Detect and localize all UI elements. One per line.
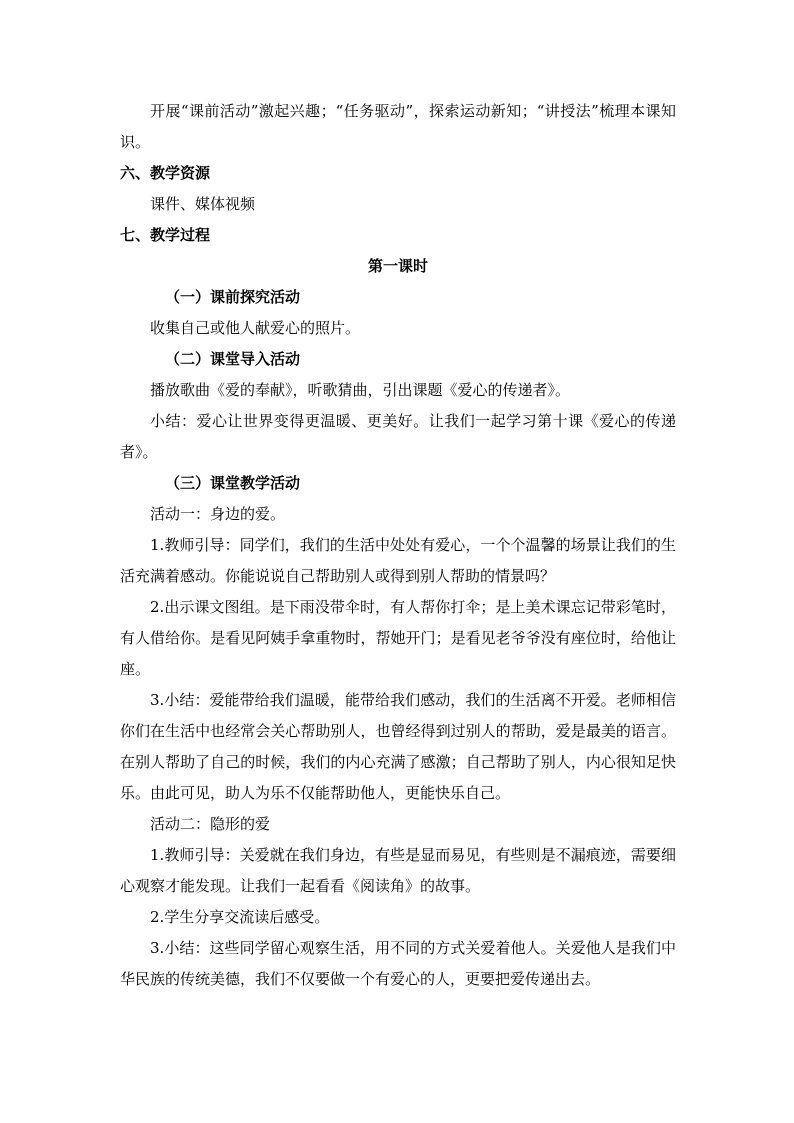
part2-text: 播放歌曲《爱的奉献》，听歌猜曲，引出课题《爱心的传递者》。 xyxy=(150,381,571,399)
part1-heading: （一）课前探究活动 xyxy=(165,288,301,306)
part3-heading: （三）课堂教学活动 xyxy=(165,474,301,492)
activity1-title: 活动一：身边的爱。 xyxy=(150,505,286,523)
lesson-title: 第一课时 xyxy=(367,257,428,275)
activity2-item2: 2.学生分享交流读后感受。 xyxy=(150,908,330,926)
activity1-item2: 2.出示课文图组。是下雨没带伞时，有人帮你打伞；是上美术课忘记带彩笔时，有人借给你。是看见阿姨手拿重物时，帮她开门；是看见老爷爷没有座位时，给他让座。 xyxy=(120,598,676,678)
part1-text: 收集自己或他人献爱心的照片。 xyxy=(150,319,361,337)
activity2-title: 活动二：隐形的爱 xyxy=(150,815,271,833)
document-body xyxy=(120,96,676,995)
intro-paragraph: 开展“课前活动”激起兴趣；“任务驱动”，探索运动新知；“讲授法”梳理本课知识。 xyxy=(120,102,676,151)
activity2-item3: 3.小结：这些同学留心观察生活，用不同的方式关爱着他人。关爱他人是我们中华民族的传统美德，我们不仅要做一个有爱心的人，更要把爱传递出去。 xyxy=(120,939,676,988)
part2-heading: （二）课堂导入活动 xyxy=(165,350,301,368)
section-heading-resources: 六、教学资源 xyxy=(120,164,211,182)
resources-text: 课件、媒体视频 xyxy=(150,195,256,213)
part2-summary: 小结：爱心让世界变得更温暖、更美好。让我们一起学习第十课《爱心的传递者》。 xyxy=(120,412,676,461)
activity2-item1: 1.教师引导：关爱就在我们身边，有些是显而易见，有些则是不漏痕迹，需要细心观察才能发现。让我们一起看看《阅读角》的故事。 xyxy=(120,846,676,895)
activity1-item1: 1.教师引导：同学们，我们的生活中处处有爱心，一个个温馨的场景让我们的生活充满着感动。你能说说自己帮助别人或得到别人帮助的情景吗？ xyxy=(120,536,676,585)
activity1-item3: 3.小结：爱能带给我们温暖，能带给我们感动，我们的生活离不开爱。老师相信你们在生活中也经常会关心帮助别人，也曾经得到过别人的帮助，爱是最美的语言。在别人帮助了自己的时候，我们的内心充满了感激；自己帮助了别人，内心很知足快乐。由此可见，助人为乐不仅能帮助他人，更能快乐自己。 xyxy=(120,691,676,802)
section-heading-process: 七、教学过程 xyxy=(120,226,211,244)
